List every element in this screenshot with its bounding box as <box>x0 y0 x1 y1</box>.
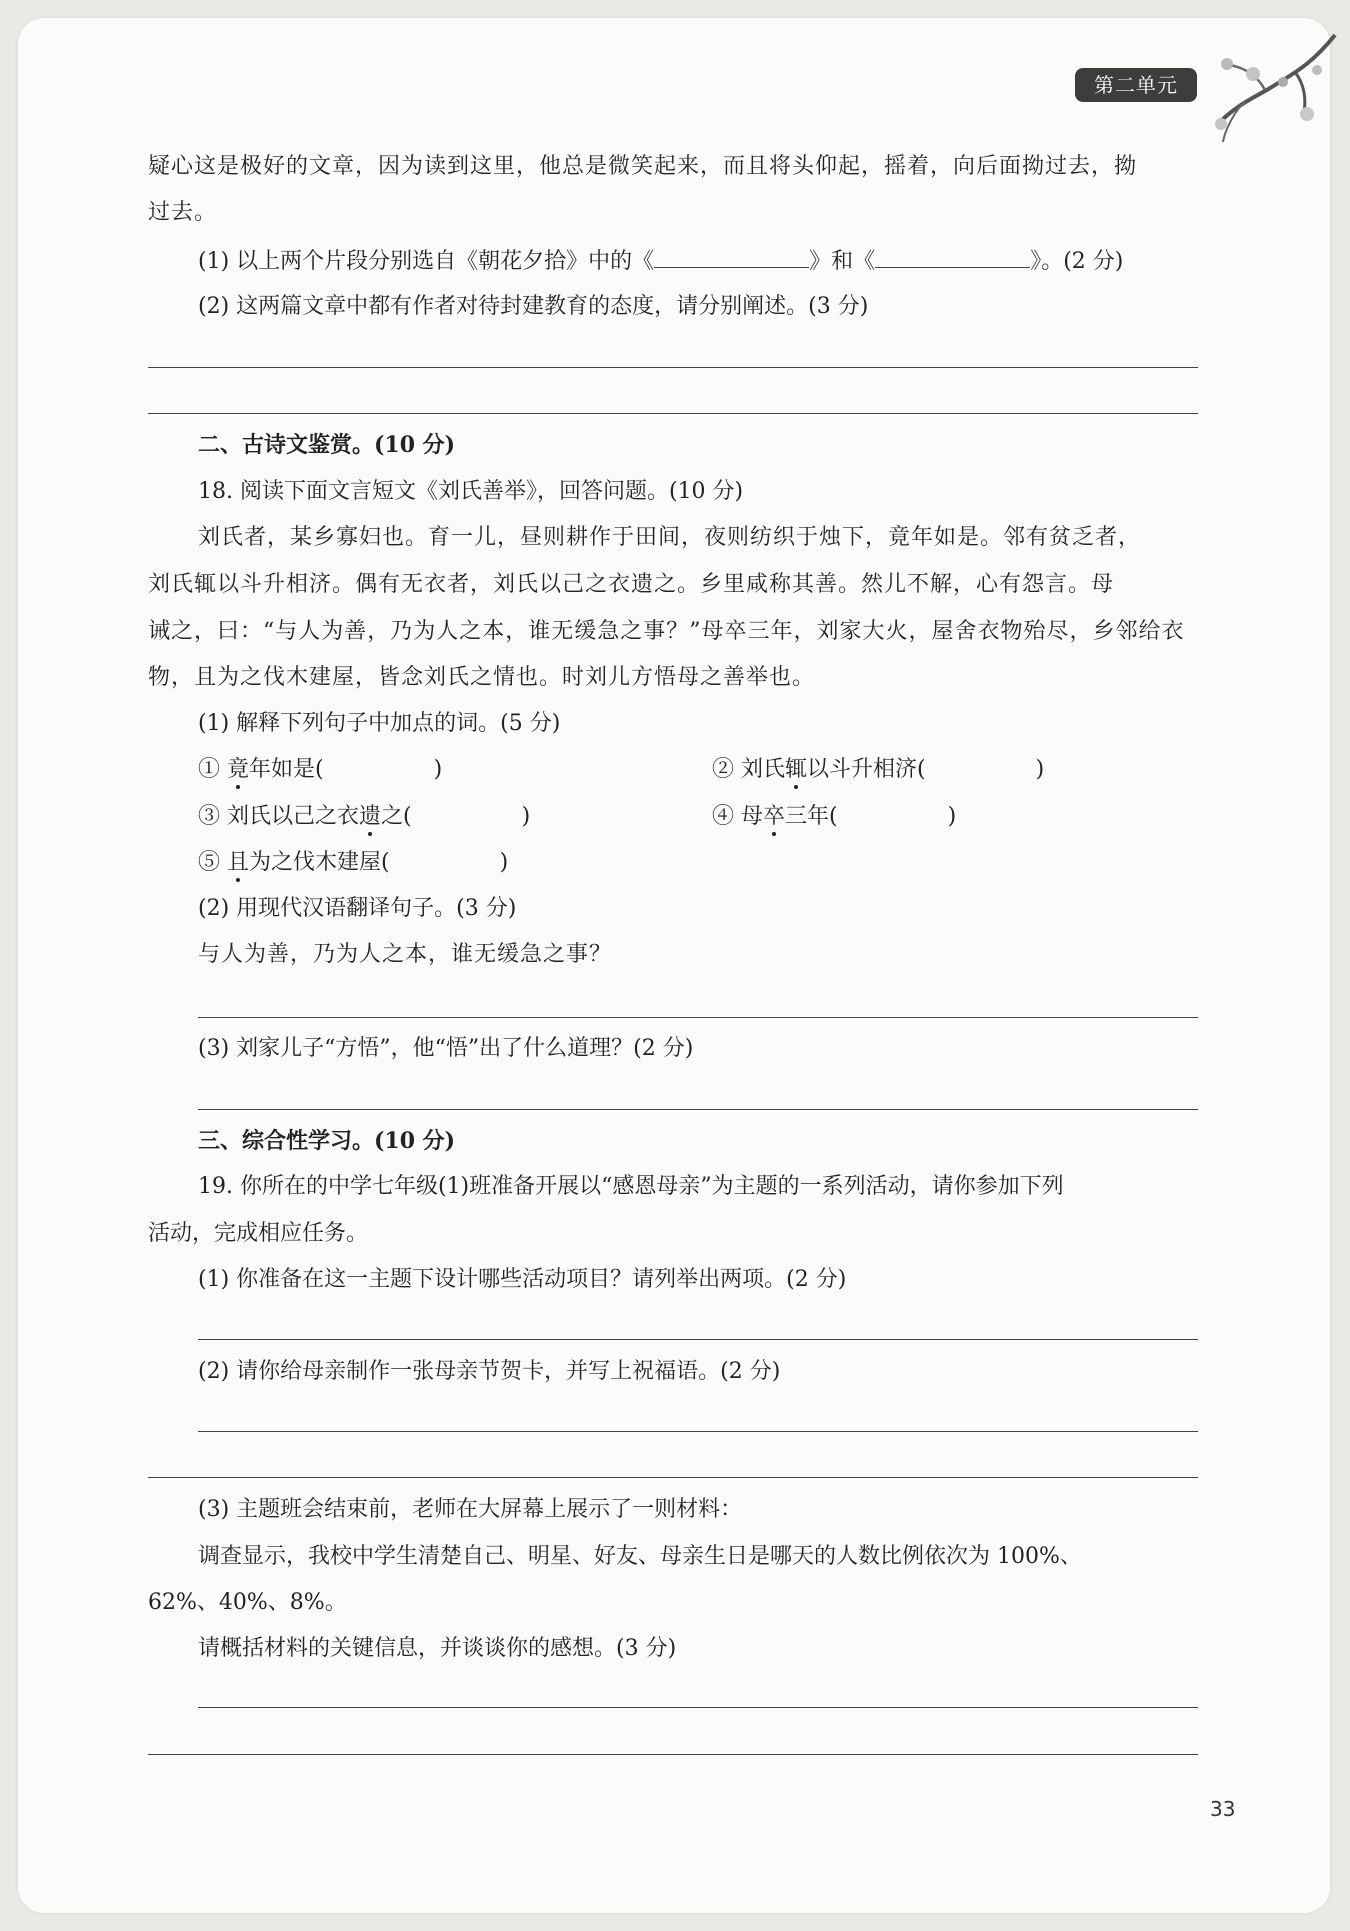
answer-blank-1[interactable] <box>654 245 809 268</box>
q17-part1-mid: 》和《 <box>809 249 876 274</box>
q19-sub3: (3) 主题班会结束前，老师在大屏幕上展示了一则材料： <box>198 1497 743 1522</box>
q19-sub3-task: 请概括材料的关键信息，并谈谈你的感想。(3 分) <box>198 1636 677 1661</box>
section2-title: 二、古诗文鉴赏。(10 分) <box>198 432 456 458</box>
vocab-item-2: ② 刘氏辄以斗升相济( ) <box>712 757 1045 782</box>
material-line-2: 62%、40%、8%。 <box>148 1590 347 1615</box>
vocab-item-1: ① 竟年如是( ) <box>198 757 443 782</box>
intro-line-1: 疑心这是极好的文章，因为读到这里，他总是微笑起来，而且将头仰起，摇着，向后面拗过去，拗 <box>148 154 1138 179</box>
q19-line-2: 活动，完成相应任务。 <box>148 1221 369 1246</box>
vocab-item-4: ④ 母卒三年( ) <box>712 804 957 829</box>
answer-line[interactable] <box>198 1109 1198 1110</box>
q18-sub3: (3) 刘家儿子“方悟”，他“悟”出了什么道理？(2 分) <box>198 1036 694 1061</box>
q18-sub1: (1) 解释下列句子中加点的词。(5 分) <box>198 711 561 736</box>
unit-tab: 第二单元 <box>1075 68 1197 102</box>
q17-part1-suffix: 》。(2 分) <box>1030 249 1124 274</box>
intro-line-2: 过去。 <box>148 200 218 225</box>
vocab-item-3: ③ 刘氏以己之衣遗之( ) <box>198 804 531 829</box>
answer-line[interactable] <box>148 367 1198 368</box>
answer-line[interactable] <box>198 1339 1198 1340</box>
q17-part2: (2) 这两篇文章中都有作者对待封建教育的态度，请分别阐述。(3 分) <box>198 294 869 319</box>
dotted-char: 辄 <box>785 757 808 782</box>
passage-line-1: 刘氏者，某乡寡妇也。育一儿，昼则耕作于田间，夜则纺织于烛下，竟年如是。邻有贫乏者， <box>198 525 1142 550</box>
q17-part1-prefix: (1) 以上两个片段分别选自《朝花夕拾》中的《 <box>198 249 655 274</box>
dotted-char: 卒 <box>763 804 786 829</box>
dotted-char: 遗 <box>359 804 382 829</box>
passage-line-4: 物，且为之伐木建屋，皆念刘氏之情也。时刘儿方悟母之善举也。 <box>148 665 816 690</box>
q19-sub2: (2) 请你给母亲制作一张母亲节贺卡，并写上祝福语。(2 分) <box>198 1359 781 1384</box>
vocab-item-5: ⑤ 且为之伐木建屋( ) <box>198 850 509 875</box>
q18-sub2-sentence: 与人为善，乃为人之本，谁无缓急之事？ <box>198 942 613 967</box>
passage-line-3: 诫之，曰：“与人为善，乃为人之本，谁无缓急之事？”母卒三年，刘家大火，屋舍衣物殆尽，乡邻给衣 <box>148 619 1185 644</box>
q18-sub2: (2) 用现代汉语翻译句子。(3 分) <box>198 896 517 921</box>
q19-line-1: 19. 你所在的中学七年级(1)班准备开展以“感恩母亲”为主题的一系列活动，请你参加下列 <box>198 1174 1064 1199</box>
page-number: 33 <box>1210 1797 1236 1821</box>
q19-sub1: (1) 你准备在这一主题下设计哪些活动项目？请列举出两项。(2 分) <box>198 1267 847 1292</box>
dotted-char: 竟 <box>227 757 250 782</box>
material-line-1: 调查显示，我校中学生清楚自己、明星、好友、母亲生日是哪天的人数比例依次为 100%、 <box>198 1544 1082 1569</box>
answer-line[interactable] <box>148 413 1198 414</box>
passage-line-2: 刘氏辄以斗升相济。偶有无衣者，刘氏以己之衣遗之。乡里咸称其善。然儿不解，心有怨言。母 <box>148 572 1115 597</box>
dotted-char: 且 <box>227 850 250 875</box>
q18-prompt: 18. 阅读下面文言短文《刘氏善举》，回答问题。(10 分) <box>198 479 744 504</box>
answer-line[interactable] <box>148 1754 1198 1755</box>
section3-title: 三、综合性学习。(10 分) <box>198 1128 456 1154</box>
answer-line[interactable] <box>198 1017 1198 1018</box>
answer-line[interactable] <box>198 1707 1198 1708</box>
answer-line[interactable] <box>148 1477 1198 1478</box>
answer-blank-2[interactable] <box>875 245 1030 268</box>
answer-line[interactable] <box>198 1431 1198 1432</box>
q17-part1 <box>198 245 1198 277</box>
